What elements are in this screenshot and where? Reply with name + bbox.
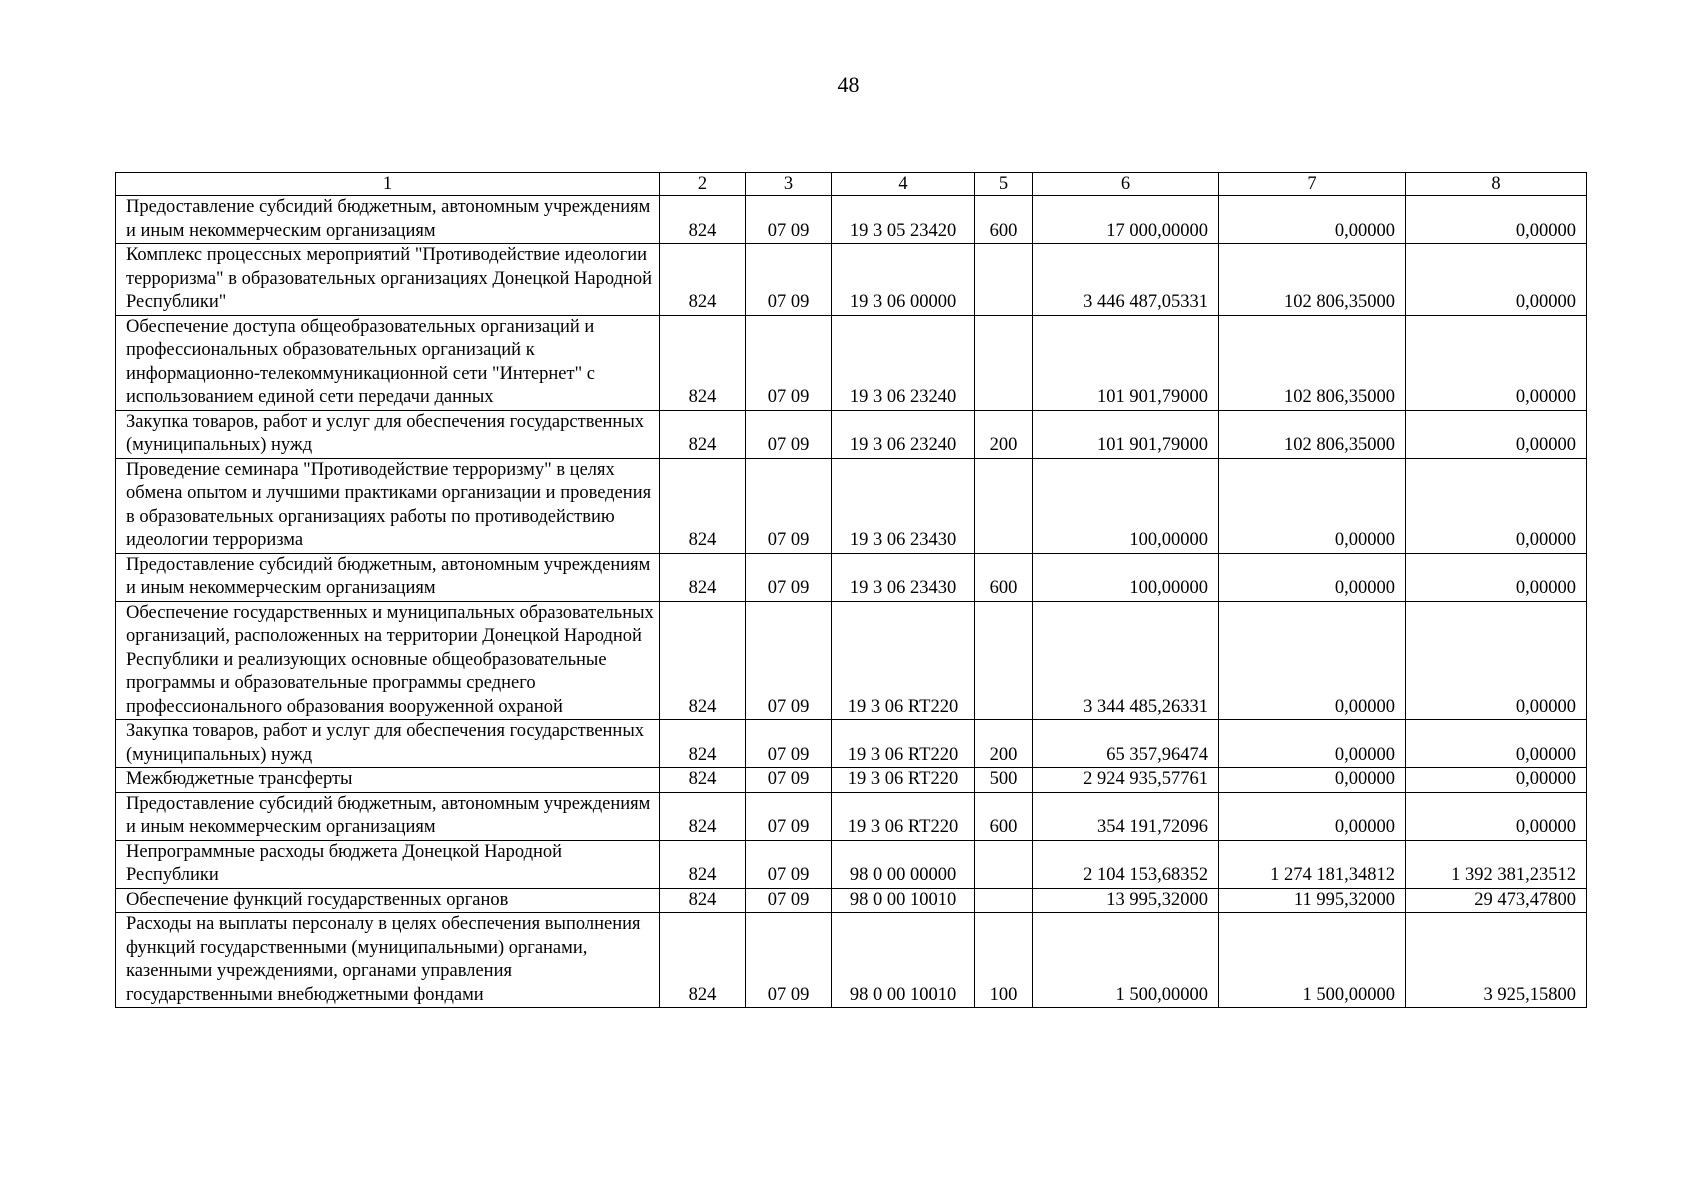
item-name-cell: Обеспечение государственных и муниципальных образовательных организаций, расположенных на территории Донецкой Народной Республики и реализующих основные общеобразовательные программы и образовательные программы среднего профессионального образования вооруженной охраной	[116, 601, 660, 720]
admin-code-cell: 824	[660, 458, 746, 553]
expense-type-cell	[975, 601, 1033, 720]
target-article-cell: 19 3 05 23420	[832, 196, 975, 244]
amount-col6-cell: 2 104 153,68352	[1033, 840, 1219, 888]
item-name-cell: Межбюджетные трансферты	[116, 768, 660, 793]
amount-col7-cell: 0,00000	[1219, 768, 1406, 793]
admin-code-cell: 824	[660, 315, 746, 410]
section-code-cell: 07 09	[746, 913, 832, 1008]
target-article-cell: 19 3 06 23240	[832, 315, 975, 410]
expense-type-cell	[975, 244, 1033, 316]
section-code-cell: 07 09	[746, 410, 832, 458]
amount-col7-cell: 1 274 181,34812	[1219, 840, 1406, 888]
amount-col6-cell: 13 995,32000	[1033, 888, 1219, 913]
expense-type-cell: 600	[975, 792, 1033, 840]
amount-col8-cell: 3 925,15800	[1406, 913, 1587, 1008]
admin-code-cell: 824	[660, 913, 746, 1008]
table-row	[116, 792, 1587, 840]
section-code-cell: 07 09	[746, 244, 832, 316]
expense-type-cell: 100	[975, 913, 1033, 1008]
header-cell: 6	[1033, 173, 1219, 196]
table-row	[116, 410, 1587, 458]
section-code-cell: 07 09	[746, 888, 832, 913]
amount-col8-cell: 1 392 381,23512	[1406, 840, 1587, 888]
amount-col8-cell: 29 473,47800	[1406, 888, 1587, 913]
amount-col6-cell: 17 000,00000	[1033, 196, 1219, 244]
amount-col7-cell: 0,00000	[1219, 553, 1406, 601]
item-name-cell: Обеспечение доступа общеобразовательных организаций и профессиональных образовательных организаций к информационно-телекоммуникационной сети "Интернет" с использованием единой сети передачи данных	[116, 315, 660, 410]
amount-col8-cell: 0,00000	[1406, 410, 1587, 458]
table-header-row	[116, 173, 1587, 196]
section-code-cell: 07 09	[746, 315, 832, 410]
target-article-cell: 19 3 06 RT220	[832, 601, 975, 720]
header-cell: 1	[116, 173, 660, 196]
table-row	[116, 888, 1587, 913]
header-cell: 4	[832, 173, 975, 196]
item-name-cell: Закупка товаров, работ и услуг для обеспечения государственных (муниципальных) нужд	[116, 720, 660, 768]
item-name-cell: Предоставление субсидий бюджетным, автономным учреждениям и иным некоммерческим организациям	[116, 792, 660, 840]
item-name-cell: Обеспечение функций государственных органов	[116, 888, 660, 913]
header-cell: 7	[1219, 173, 1406, 196]
item-name-cell: Предоставление субсидий бюджетным, автономным учреждениям и иным некоммерческим организациям	[116, 553, 660, 601]
admin-code-cell: 824	[660, 601, 746, 720]
item-name-cell: Расходы на выплаты персоналу в целях обеспечения выполнения функций государственными (муниципальными) органами, казенными учреждениями, органами управления государственными внебюджетными фондами	[116, 913, 660, 1008]
amount-col7-cell: 11 995,32000	[1219, 888, 1406, 913]
item-name-cell: Предоставление субсидий бюджетным, автономным учреждениям и иным некоммерческим организациям	[116, 196, 660, 244]
admin-code-cell: 824	[660, 410, 746, 458]
header-cell: 5	[975, 173, 1033, 196]
target-article-cell: 19 3 06 RT220	[832, 768, 975, 793]
section-code-cell: 07 09	[746, 792, 832, 840]
target-article-cell: 98 0 00 10010	[832, 888, 975, 913]
amount-col8-cell: 0,00000	[1406, 720, 1587, 768]
amount-col7-cell: 1 500,00000	[1219, 913, 1406, 1008]
item-name-cell: Непрограммные расходы бюджета Донецкой Народной Республики	[116, 840, 660, 888]
table-row	[116, 913, 1587, 1008]
amount-col8-cell: 0,00000	[1406, 601, 1587, 720]
amount-col7-cell: 102 806,35000	[1219, 410, 1406, 458]
section-code-cell: 07 09	[746, 553, 832, 601]
target-article-cell: 19 3 06 23240	[832, 410, 975, 458]
expense-type-cell: 200	[975, 410, 1033, 458]
amount-col7-cell: 0,00000	[1219, 458, 1406, 553]
amount-col8-cell: 0,00000	[1406, 792, 1587, 840]
header-cell: 2	[660, 173, 746, 196]
admin-code-cell: 824	[660, 888, 746, 913]
item-name-cell: Комплекс процессных мероприятий "Противодействие идеологии терроризма" в образовательных организациях Донецкой Народной Республики"	[116, 244, 660, 316]
amount-col6-cell: 3 344 485,26331	[1033, 601, 1219, 720]
section-code-cell: 07 09	[746, 196, 832, 244]
amount-col6-cell: 1 500,00000	[1033, 913, 1219, 1008]
section-code-cell: 07 09	[746, 601, 832, 720]
amount-col7-cell: 0,00000	[1219, 720, 1406, 768]
amount-col6-cell: 101 901,79000	[1033, 315, 1219, 410]
expense-type-cell	[975, 315, 1033, 410]
admin-code-cell: 824	[660, 792, 746, 840]
expense-type-cell	[975, 840, 1033, 888]
table-row	[116, 244, 1587, 316]
amount-col6-cell: 354 191,72096	[1033, 792, 1219, 840]
amount-col7-cell: 0,00000	[1219, 792, 1406, 840]
amount-col7-cell: 102 806,35000	[1219, 244, 1406, 316]
table-row	[116, 315, 1587, 410]
table-row	[116, 553, 1587, 601]
section-code-cell: 07 09	[746, 720, 832, 768]
admin-code-cell: 824	[660, 196, 746, 244]
target-article-cell: 19 3 06 00000	[832, 244, 975, 316]
admin-code-cell: 824	[660, 244, 746, 316]
amount-col8-cell: 0,00000	[1406, 553, 1587, 601]
target-article-cell: 98 0 00 00000	[832, 840, 975, 888]
amount-col6-cell: 100,00000	[1033, 458, 1219, 553]
target-article-cell: 19 3 06 RT220	[832, 792, 975, 840]
amount-col7-cell: 0,00000	[1219, 601, 1406, 720]
table-row	[116, 768, 1587, 793]
amount-col8-cell: 0,00000	[1406, 458, 1587, 553]
item-name-cell: Проведение семинара "Противодействие терроризму" в целях обмена опытом и лучшими практиками организации и проведения в образовательных организациях работы по противодействию идеологии терроризма	[116, 458, 660, 553]
amount-col6-cell: 65 357,96474	[1033, 720, 1219, 768]
amount-col6-cell: 3 446 487,05331	[1033, 244, 1219, 316]
table-row	[116, 601, 1587, 720]
page-number: 48	[837, 72, 860, 97]
amount-col7-cell: 0,00000	[1219, 196, 1406, 244]
target-article-cell: 19 3 06 RT220	[832, 720, 975, 768]
target-article-cell: 19 3 06 23430	[832, 553, 975, 601]
amount-col6-cell: 100,00000	[1033, 553, 1219, 601]
budget-table	[115, 172, 1587, 1008]
amount-col8-cell: 0,00000	[1406, 196, 1587, 244]
section-code-cell: 07 09	[746, 458, 832, 553]
item-name-cell: Закупка товаров, работ и услуг для обеспечения государственных (муниципальных) нужд	[116, 410, 660, 458]
section-code-cell: 07 09	[746, 840, 832, 888]
amount-col8-cell: 0,00000	[1406, 244, 1587, 316]
table-row	[116, 720, 1587, 768]
expense-type-cell	[975, 888, 1033, 913]
header-cell: 3	[746, 173, 832, 196]
expense-type-cell: 600	[975, 196, 1033, 244]
amount-col8-cell: 0,00000	[1406, 315, 1587, 410]
amount-col6-cell: 2 924 935,57761	[1033, 768, 1219, 793]
target-article-cell: 19 3 06 23430	[832, 458, 975, 553]
header-cell: 8	[1406, 173, 1587, 196]
amount-col6-cell: 101 901,79000	[1033, 410, 1219, 458]
admin-code-cell: 824	[660, 840, 746, 888]
expense-type-cell: 600	[975, 553, 1033, 601]
table-row	[116, 196, 1587, 244]
expense-type-cell: 200	[975, 720, 1033, 768]
target-article-cell: 98 0 00 10010	[832, 913, 975, 1008]
admin-code-cell: 824	[660, 720, 746, 768]
expense-type-cell	[975, 458, 1033, 553]
amount-col8-cell: 0,00000	[1406, 768, 1587, 793]
expense-type-cell: 500	[975, 768, 1033, 793]
table-row	[116, 458, 1587, 553]
section-code-cell: 07 09	[746, 768, 832, 793]
admin-code-cell: 824	[660, 553, 746, 601]
admin-code-cell: 824	[660, 768, 746, 793]
amount-col7-cell: 102 806,35000	[1219, 315, 1406, 410]
table-row	[116, 840, 1587, 888]
